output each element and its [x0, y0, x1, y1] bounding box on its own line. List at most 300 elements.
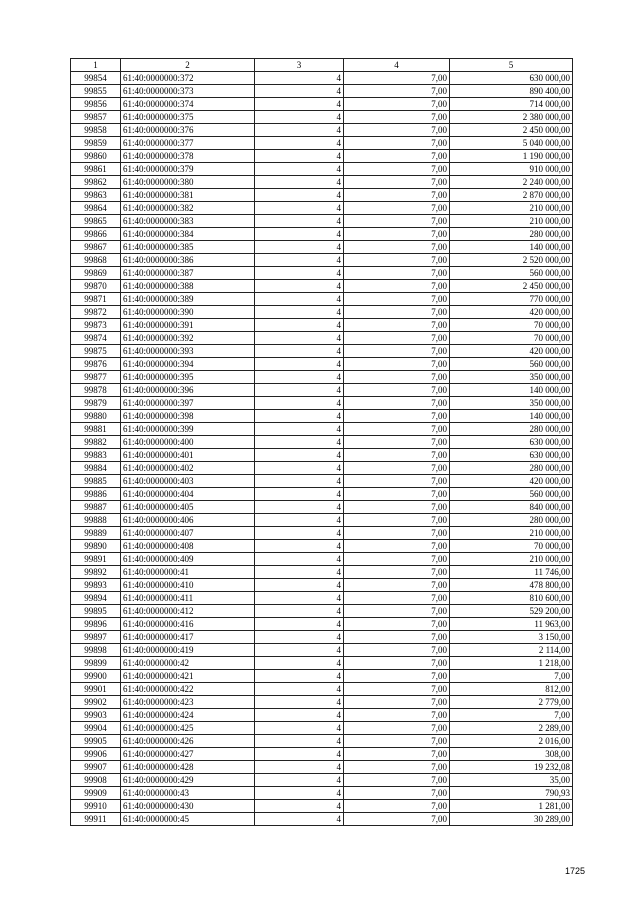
- table-cell: 2 240 000,00: [450, 176, 573, 189]
- table-cell: 61:40:0000000:373: [121, 85, 255, 98]
- table-cell: 4: [255, 254, 344, 267]
- table-cell: 99884: [71, 462, 121, 475]
- table-cell: 4: [255, 501, 344, 514]
- table-cell: 99865: [71, 215, 121, 228]
- table-cell: 99869: [71, 267, 121, 280]
- table-cell: 7,00: [344, 137, 450, 150]
- table-cell: 99893: [71, 579, 121, 592]
- table-cell: 4: [255, 813, 344, 826]
- table-cell: 1 281,00: [450, 800, 573, 813]
- table-cell: 7,00: [344, 319, 450, 332]
- table-cell: 790,93: [450, 787, 573, 800]
- table-cell: 7,00: [344, 280, 450, 293]
- table-cell: 7,00: [344, 566, 450, 579]
- table-cell: 7,00: [344, 696, 450, 709]
- table-cell: 99895: [71, 605, 121, 618]
- table-cell: 61:40:0000000:425: [121, 722, 255, 735]
- table-cell: 61:40:0000000:408: [121, 540, 255, 553]
- table-cell: 99886: [71, 488, 121, 501]
- table-cell: 4: [255, 514, 344, 527]
- table-cell: 7,00: [344, 800, 450, 813]
- table-cell: 99908: [71, 774, 121, 787]
- table-cell: 812,00: [450, 683, 573, 696]
- table-cell: 61:40:0000000:383: [121, 215, 255, 228]
- table-row: [71, 475, 573, 488]
- table-header: [71, 59, 573, 72]
- table-cell: 7,00: [344, 228, 450, 241]
- table-cell: 61:40:0000000:375: [121, 111, 255, 124]
- table-cell: 4: [255, 722, 344, 735]
- table-cell: 99887: [71, 501, 121, 514]
- table-cell: 61:40:0000000:390: [121, 306, 255, 319]
- table-cell: 99870: [71, 280, 121, 293]
- table-row: [71, 774, 573, 787]
- table-cell: 7,00: [344, 618, 450, 631]
- table-cell: 61:40:0000000:417: [121, 631, 255, 644]
- table-cell: 140 000,00: [450, 384, 573, 397]
- column-header: 2: [121, 59, 255, 72]
- table-cell: 478 800,00: [450, 579, 573, 592]
- table-cell: 4: [255, 592, 344, 605]
- table-cell: 7,00: [344, 475, 450, 488]
- table-cell: 7,00: [344, 254, 450, 267]
- table-cell: 4: [255, 241, 344, 254]
- table-cell: 61:40:0000000:416: [121, 618, 255, 631]
- table-row: [71, 293, 573, 306]
- table-row: [71, 566, 573, 579]
- table-cell: 4: [255, 423, 344, 436]
- data-table: [70, 58, 573, 826]
- table-cell: 4: [255, 787, 344, 800]
- table-cell: 99904: [71, 722, 121, 735]
- table-cell: 7,00: [344, 787, 450, 800]
- table-cell: 61:40:0000000:377: [121, 137, 255, 150]
- table-cell: 99854: [71, 72, 121, 85]
- table-cell: 7,00: [344, 449, 450, 462]
- table-cell: 61:40:0000000:393: [121, 345, 255, 358]
- table-cell: 280 000,00: [450, 514, 573, 527]
- table-cell: 7,00: [344, 85, 450, 98]
- table-cell: 4: [255, 774, 344, 787]
- table-cell: 4: [255, 605, 344, 618]
- table-cell: 7,00: [344, 527, 450, 540]
- table-cell: 560 000,00: [450, 358, 573, 371]
- table-cell: 61:40:0000000:412: [121, 605, 255, 618]
- table-cell: 61:40:0000000:426: [121, 735, 255, 748]
- table-cell: 4: [255, 293, 344, 306]
- table-cell: 140 000,00: [450, 410, 573, 423]
- table-cell: 99864: [71, 202, 121, 215]
- table-cell: 99863: [71, 189, 121, 202]
- table-cell: 99889: [71, 527, 121, 540]
- table-cell: 61:40:0000000:374: [121, 98, 255, 111]
- table-cell: 7,00: [344, 384, 450, 397]
- table-cell: 630 000,00: [450, 436, 573, 449]
- table-cell: 30 289,00: [450, 813, 573, 826]
- table-cell: 61:40:0000000:430: [121, 800, 255, 813]
- table-cell: 7,00: [344, 111, 450, 124]
- table-cell: 61:40:0000000:411: [121, 592, 255, 605]
- table-cell: 7,00: [344, 410, 450, 423]
- table-row: [71, 631, 573, 644]
- table-cell: 4: [255, 137, 344, 150]
- table-cell: 61:40:0000000:382: [121, 202, 255, 215]
- table-cell: 7,00: [344, 163, 450, 176]
- table-cell: 4: [255, 384, 344, 397]
- column-header: 3: [255, 59, 344, 72]
- table-cell: 420 000,00: [450, 306, 573, 319]
- table-cell: 99880: [71, 410, 121, 423]
- table-cell: 99882: [71, 436, 121, 449]
- table-cell: 7,00: [344, 592, 450, 605]
- table-cell: 7,00: [344, 267, 450, 280]
- table-cell: 61:40:0000000:400: [121, 436, 255, 449]
- table-cell: 4: [255, 618, 344, 631]
- table-cell: 99879: [71, 397, 121, 410]
- table-cell: 99878: [71, 384, 121, 397]
- table-cell: 99873: [71, 319, 121, 332]
- table-cell: 99867: [71, 241, 121, 254]
- table-cell: 308,00: [450, 748, 573, 761]
- table-cell: 7,00: [344, 748, 450, 761]
- table-cell: 61:40:0000000:394: [121, 358, 255, 371]
- table-row: [71, 592, 573, 605]
- table-cell: 61:40:0000000:379: [121, 163, 255, 176]
- table-cell: 7,00: [344, 98, 450, 111]
- table-row: [71, 488, 573, 501]
- table-cell: 4: [255, 111, 344, 124]
- table-cell: 61:40:0000000:401: [121, 449, 255, 462]
- table-row: [71, 163, 573, 176]
- table-row: [71, 436, 573, 449]
- table-cell: 7,00: [450, 709, 573, 722]
- table-cell: 61:40:0000000:396: [121, 384, 255, 397]
- table-cell: 560 000,00: [450, 267, 573, 280]
- table-cell: 19 232,08: [450, 761, 573, 774]
- table-cell: 61:40:0000000:385: [121, 241, 255, 254]
- table-cell: 61:40:0000000:427: [121, 748, 255, 761]
- table-cell: 99856: [71, 98, 121, 111]
- table-cell: 4: [255, 748, 344, 761]
- table-cell: 61:40:0000000:384: [121, 228, 255, 241]
- table-cell: 99911: [71, 813, 121, 826]
- table-cell: 4: [255, 332, 344, 345]
- page-number: 1725: [565, 866, 586, 876]
- table-row: [71, 397, 573, 410]
- table-cell: 4: [255, 202, 344, 215]
- table-cell: 99859: [71, 137, 121, 150]
- table-cell: 99906: [71, 748, 121, 761]
- table-cell: 61:40:0000000:405: [121, 501, 255, 514]
- table-cell: 420 000,00: [450, 475, 573, 488]
- table-cell: 7,00: [344, 202, 450, 215]
- table-cell: 7,00: [344, 501, 450, 514]
- table-cell: 7,00: [344, 332, 450, 345]
- table-row: [71, 813, 573, 826]
- table-cell: 61:40:0000000:372: [121, 72, 255, 85]
- table-cell: 61:40:0000000:406: [121, 514, 255, 527]
- table-cell: 714 000,00: [450, 98, 573, 111]
- table-cell: 99883: [71, 449, 121, 462]
- table-cell: 61:40:0000000:388: [121, 280, 255, 293]
- table-cell: 1 218,00: [450, 657, 573, 670]
- table-cell: 7,00: [344, 124, 450, 137]
- table-cell: 4: [255, 579, 344, 592]
- table-cell: 3 150,00: [450, 631, 573, 644]
- table-cell: 280 000,00: [450, 423, 573, 436]
- table-cell: 61:40:0000000:392: [121, 332, 255, 345]
- table-cell: 4: [255, 150, 344, 163]
- table-cell: 99862: [71, 176, 121, 189]
- table-cell: 210 000,00: [450, 527, 573, 540]
- table-cell: 4: [255, 228, 344, 241]
- table-row: [71, 501, 573, 514]
- table-row: [71, 228, 573, 241]
- table-cell: 560 000,00: [450, 488, 573, 501]
- table-cell: 4: [255, 735, 344, 748]
- table-cell: 7,00: [344, 241, 450, 254]
- table-row: [71, 514, 573, 527]
- table-cell: 529 200,00: [450, 605, 573, 618]
- table-cell: 7,00: [344, 488, 450, 501]
- table-row: [71, 319, 573, 332]
- table-cell: 7,00: [344, 189, 450, 202]
- table-cell: 61:40:0000000:407: [121, 527, 255, 540]
- table-cell: 7,00: [344, 293, 450, 306]
- table-row: [71, 761, 573, 774]
- table-cell: 99888: [71, 514, 121, 527]
- table-row: [71, 644, 573, 657]
- table-cell: 2 520 000,00: [450, 254, 573, 267]
- table-cell: 350 000,00: [450, 371, 573, 384]
- table-cell: 4: [255, 85, 344, 98]
- table-cell: 7,00: [344, 462, 450, 475]
- table-body: [71, 72, 573, 826]
- table-cell: 61:40:0000000:387: [121, 267, 255, 280]
- table-cell: 7,00: [344, 774, 450, 787]
- table-cell: 7,00: [344, 215, 450, 228]
- table-cell: 99890: [71, 540, 121, 553]
- table-cell: 7,00: [344, 150, 450, 163]
- table-cell: 4: [255, 488, 344, 501]
- table-cell: 7,00: [344, 644, 450, 657]
- table-cell: 99871: [71, 293, 121, 306]
- table-cell: 4: [255, 176, 344, 189]
- table-cell: 70 000,00: [450, 319, 573, 332]
- table-cell: 7,00: [344, 579, 450, 592]
- table-cell: 4: [255, 397, 344, 410]
- table-row: [71, 345, 573, 358]
- table-cell: 4: [255, 631, 344, 644]
- table-cell: 420 000,00: [450, 345, 573, 358]
- table-row: [71, 722, 573, 735]
- table-row: [71, 254, 573, 267]
- table-cell: 61:40:0000000:391: [121, 319, 255, 332]
- table-row: [71, 215, 573, 228]
- table-cell: 99898: [71, 644, 121, 657]
- table-cell: 61:40:0000000:423: [121, 696, 255, 709]
- table-cell: 61:40:0000000:422: [121, 683, 255, 696]
- table-cell: 4: [255, 709, 344, 722]
- table-cell: 61:40:0000000:381: [121, 189, 255, 202]
- table-cell: 99909: [71, 787, 121, 800]
- table-cell: 99881: [71, 423, 121, 436]
- table-cell: 140 000,00: [450, 241, 573, 254]
- table-cell: 99902: [71, 696, 121, 709]
- table-cell: 4: [255, 98, 344, 111]
- table-cell: 4: [255, 657, 344, 670]
- table-row: [71, 98, 573, 111]
- table-cell: 4: [255, 462, 344, 475]
- table-cell: 61:40:0000000:429: [121, 774, 255, 787]
- table-cell: 11 746,00: [450, 566, 573, 579]
- table-cell: 61:40:0000000:398: [121, 410, 255, 423]
- table-cell: 4: [255, 358, 344, 371]
- table-cell: 4: [255, 124, 344, 137]
- table-cell: 7,00: [344, 436, 450, 449]
- table-row: [71, 280, 573, 293]
- table-cell: 210 000,00: [450, 202, 573, 215]
- table-row: [71, 449, 573, 462]
- table-cell: 7,00: [344, 605, 450, 618]
- table-cell: 7,00: [344, 72, 450, 85]
- table-cell: 2 870 000,00: [450, 189, 573, 202]
- table-cell: 4: [255, 371, 344, 384]
- table-cell: 280 000,00: [450, 228, 573, 241]
- header-row: [71, 59, 573, 72]
- table-cell: 99907: [71, 761, 121, 774]
- table-cell: 7,00: [344, 358, 450, 371]
- table-cell: 61:40:0000000:419: [121, 644, 255, 657]
- table-cell: 61:40:0000000:399: [121, 423, 255, 436]
- table-cell: 4: [255, 189, 344, 202]
- table-cell: 7,00: [344, 540, 450, 553]
- table-cell: 4: [255, 267, 344, 280]
- table-cell: 1 190 000,00: [450, 150, 573, 163]
- table-row: [71, 111, 573, 124]
- table-cell: 7,00: [344, 670, 450, 683]
- table-cell: 840 000,00: [450, 501, 573, 514]
- table-cell: 4: [255, 163, 344, 176]
- table-cell: 99897: [71, 631, 121, 644]
- table-cell: 99874: [71, 332, 121, 345]
- table-cell: 99885: [71, 475, 121, 488]
- table-row: [71, 462, 573, 475]
- table-row: [71, 553, 573, 566]
- table-cell: 99866: [71, 228, 121, 241]
- table-row: [71, 137, 573, 150]
- table-cell: 35,00: [450, 774, 573, 787]
- table-cell: 61:40:0000000:376: [121, 124, 255, 137]
- table-cell: 99901: [71, 683, 121, 696]
- table-cell: 99868: [71, 254, 121, 267]
- table-row: [71, 423, 573, 436]
- table-cell: 61:40:0000000:421: [121, 670, 255, 683]
- table-row: [71, 410, 573, 423]
- table-cell: 99896: [71, 618, 121, 631]
- table-row: [71, 371, 573, 384]
- table-row: [71, 150, 573, 163]
- table-cell: 7,00: [344, 397, 450, 410]
- table-cell: 2 450 000,00: [450, 124, 573, 137]
- table-row: [71, 332, 573, 345]
- table-cell: 99900: [71, 670, 121, 683]
- table-row: [71, 85, 573, 98]
- table-cell: 210 000,00: [450, 215, 573, 228]
- column-header: 5: [450, 59, 573, 72]
- table-cell: 7,00: [344, 657, 450, 670]
- table-cell: 61:40:0000000:43: [121, 787, 255, 800]
- table-cell: 7,00: [344, 423, 450, 436]
- table-row: [71, 358, 573, 371]
- table-cell: 99872: [71, 306, 121, 319]
- table-cell: 7,00: [344, 345, 450, 358]
- table-cell: 4: [255, 566, 344, 579]
- table-row: [71, 605, 573, 618]
- table-cell: 770 000,00: [450, 293, 573, 306]
- table-cell: 2 450 000,00: [450, 280, 573, 293]
- table-row: [71, 657, 573, 670]
- table-cell: 61:40:0000000:424: [121, 709, 255, 722]
- table-row: [71, 72, 573, 85]
- table-cell: 4: [255, 540, 344, 553]
- table-cell: 4: [255, 670, 344, 683]
- table-row: [71, 709, 573, 722]
- table-cell: 630 000,00: [450, 72, 573, 85]
- table-cell: 4: [255, 527, 344, 540]
- column-header: 1: [71, 59, 121, 72]
- table-cell: 2 779,00: [450, 696, 573, 709]
- table-cell: 7,00: [344, 631, 450, 644]
- table-cell: 7,00: [344, 813, 450, 826]
- table-row: [71, 176, 573, 189]
- table-row: [71, 735, 573, 748]
- table-row: [71, 527, 573, 540]
- table-cell: 4: [255, 683, 344, 696]
- table-cell: 7,00: [344, 176, 450, 189]
- table-cell: 99875: [71, 345, 121, 358]
- table-row: [71, 683, 573, 696]
- table-row: [71, 306, 573, 319]
- table-cell: 4: [255, 644, 344, 657]
- table-cell: 99891: [71, 553, 121, 566]
- table-row: [71, 267, 573, 280]
- table-row: [71, 540, 573, 553]
- table-cell: 2 114,00: [450, 644, 573, 657]
- table-row: [71, 124, 573, 137]
- table-cell: 7,00: [344, 553, 450, 566]
- table-cell: 61:40:0000000:386: [121, 254, 255, 267]
- table-cell: 4: [255, 696, 344, 709]
- table-row: [71, 202, 573, 215]
- table-row: [71, 696, 573, 709]
- table-row: [71, 579, 573, 592]
- table-cell: 61:40:0000000:389: [121, 293, 255, 306]
- table-cell: 11 963,00: [450, 618, 573, 631]
- table-cell: 350 000,00: [450, 397, 573, 410]
- table-cell: 61:40:0000000:45: [121, 813, 255, 826]
- table-cell: 2 380 000,00: [450, 111, 573, 124]
- table-cell: 7,00: [344, 761, 450, 774]
- table-cell: 99877: [71, 371, 121, 384]
- table-row: [71, 189, 573, 202]
- table-cell: 70 000,00: [450, 540, 573, 553]
- table-cell: 7,00: [344, 709, 450, 722]
- table-cell: 99858: [71, 124, 121, 137]
- table-row: [71, 787, 573, 800]
- table-cell: 99860: [71, 150, 121, 163]
- table-cell: 7,00: [450, 670, 573, 683]
